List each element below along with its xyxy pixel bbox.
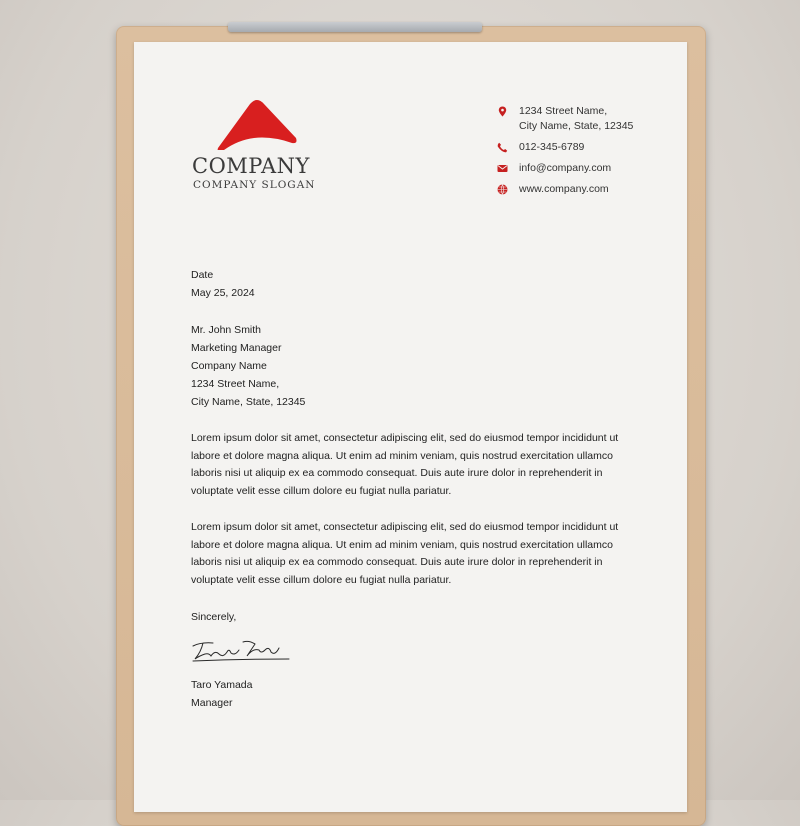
- company-slogan: COMPANY SLOGAN: [193, 179, 316, 191]
- logo-mark-icon: [214, 98, 300, 150]
- body-paragraph-2: Lorem ipsum dolor sit amet, consectetur adipiscing elit, sed do eiusmod tempor incididunt ut labore et dolore magna aliqua. Ut enim ad minim veniam, quis nostrud exercitation ullamco laboris nisi ut aliquip ex ea commodo consequat. Duis aute irure dolor in reprehenderit in voluptate velit esse cillum dolore eu fugiat nulla pariatur.: [191, 521, 619, 586]
- clipboard-clip: [228, 22, 482, 32]
- contact-email: [496, 161, 666, 176]
- contact-info: [496, 104, 666, 203]
- recipient-address-line2: City Name, State, 12345: [191, 396, 306, 408]
- recipient-address-line1: 1234 Street Name,: [191, 378, 280, 390]
- letter-body: [191, 266, 631, 731]
- signer-title: Manager: [191, 697, 233, 709]
- email-icon: [497, 163, 508, 174]
- contact-email-text: info@company.com: [519, 162, 612, 174]
- date-label: Date: [191, 269, 214, 281]
- company-logo: [192, 98, 322, 198]
- location-pin-icon: [497, 106, 508, 117]
- signer-name: Taro Yamada: [191, 679, 253, 691]
- contact-website-text: www.company.com: [519, 183, 609, 195]
- contact-address-line1: 1234 Street Name,: [519, 105, 608, 117]
- contact-phone-text: 012-345-6789: [519, 141, 585, 153]
- date-block: [191, 266, 631, 302]
- closing-text: Sincerely,: [191, 611, 237, 623]
- recipient-title: Marketing Manager: [191, 342, 282, 354]
- recipient-company: Company Name: [191, 360, 267, 372]
- handwritten-signature: [191, 632, 291, 666]
- recipient-name: Mr. John Smith: [191, 324, 262, 336]
- contact-address-line2: City Name, State, 12345: [519, 120, 634, 132]
- contact-phone: [496, 140, 666, 155]
- date-value: May 25, 2024: [191, 287, 255, 299]
- closing-block: [191, 608, 631, 712]
- contact-website: [496, 182, 666, 197]
- recipient-block: [191, 321, 631, 411]
- company-name: COMPANY: [192, 154, 310, 178]
- globe-icon: [497, 184, 508, 195]
- body-paragraph-1: Lorem ipsum dolor sit amet, consectetur adipiscing elit, sed do eiusmod tempor incididunt ut labore et dolore magna aliqua. Ut enim ad minim veniam, quis nostrud exercitation ullamco laboris nisi ut aliquip ex ea commodo consequat. Duis aute irure dolor in reprehenderit in voluptate velit esse cillum dolore eu fugiat nulla pariatur.: [191, 432, 619, 497]
- phone-icon: [497, 142, 508, 153]
- contact-address: [496, 104, 666, 134]
